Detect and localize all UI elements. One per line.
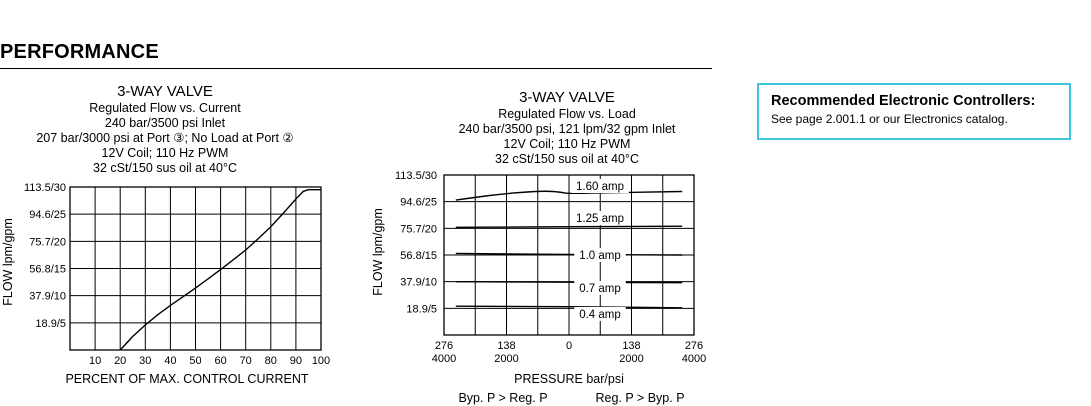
chart2-subtitle: Regulated Flow vs. Load <box>498 107 636 121</box>
chart1-x-tick: 100 <box>311 355 331 367</box>
chart2-series-line <box>456 226 682 227</box>
chart2-x-label: PRESSURE bar/psi <box>514 372 624 386</box>
chart1-subtitle: 207 bar/3000 psi at Port ③; No Load at Port ② <box>36 131 294 145</box>
chart1-y-tick: 75.7/20 <box>29 236 66 249</box>
chart1-x-tick: 80 <box>264 355 277 367</box>
chart2-side-label-left: Byp. P > Reg. P <box>458 391 548 405</box>
chart1-x-label: PERCENT OF MAX. CONTROL CURRENT <box>65 372 309 386</box>
controllers-box <box>757 83 1071 140</box>
chart1-subtitle: Regulated Flow vs. Current <box>89 101 241 115</box>
chart1-y-label: FLOW lpm/gpm <box>1 218 15 306</box>
chart2-series-label: 0.4 amp <box>579 309 621 321</box>
chart1-x-tick: 90 <box>289 355 303 367</box>
chart2-x-tick-psi: 4000 <box>681 353 707 365</box>
chart2-x-tick-psi: 2000 <box>494 353 519 365</box>
chart2-subtitle: 12V Coil; 110 Hz PWM <box>503 137 631 151</box>
chart1-title: 3-WAY VALVE <box>117 83 213 100</box>
chart2-series-label: 1.0 amp <box>579 250 621 262</box>
chart2-y-tick: 18.9/5 <box>406 303 437 316</box>
chart2-series-label: 0.7 amp <box>579 283 621 295</box>
chart1-x-tick: 60 <box>214 355 227 367</box>
chart1-x-tick: 50 <box>189 355 202 367</box>
chart2-x-tick-psi: 2000 <box>619 353 644 365</box>
chart2-y-tick: 37.9/10 <box>400 276 437 289</box>
chart2-y-tick: 75.7/20 <box>400 223 437 236</box>
chart2-subtitle: 32 cSt/150 sus oil at 40°C <box>495 152 639 166</box>
chart1-subtitle: 12V Coil; 110 Hz PWM <box>101 146 229 160</box>
chart2-title: 3-WAY VALVE <box>519 89 615 106</box>
chart1-x-tick: 30 <box>139 355 152 367</box>
chart2-x-tick-bar: 276 <box>684 340 704 352</box>
chart2-y-tick: 113.5/30 <box>394 170 437 182</box>
controllers-title: Recommended Electronic Controllers: <box>771 93 1036 109</box>
chart1-x-tick: 10 <box>88 355 102 367</box>
chart2-y-tick: 56.8/15 <box>400 250 437 262</box>
chart1-x-tick: 40 <box>164 355 177 367</box>
chart2-x-tick-bar: 0 <box>565 340 573 352</box>
section-title: PERFORMANCE <box>0 41 159 63</box>
chart1-y-tick: 37.9/10 <box>29 290 66 303</box>
chart2-x-tick-psi: 4000 <box>431 353 457 365</box>
chart1-y-tick: 56.8/15 <box>29 263 66 276</box>
chart1-x-tick: 20 <box>114 355 127 367</box>
chart1-subtitle: 240 bar/3500 psi Inlet <box>104 116 226 130</box>
chart2-x-tick-bar: 276 <box>434 340 454 352</box>
chart2-y-label: FLOW lpm/gpm <box>371 208 385 296</box>
chart2-subtitle: 240 bar/3500 psi, 121 lpm/32 gpm Inlet <box>458 122 676 136</box>
chart1-x-tick: 70 <box>239 355 252 367</box>
chart2-series-label: 1.60 amp <box>576 181 624 193</box>
chart1-y-tick: 18.9/5 <box>35 317 66 330</box>
controllers-text: See page 2.001.1 or our Electronics catalog. <box>771 112 1008 126</box>
chart2-series-label: 1.25 amp <box>576 213 624 225</box>
chart2-x-tick-bar: 138 <box>497 340 516 352</box>
chart2-y-tick: 94.6/25 <box>400 196 437 209</box>
chart1-y-tick: 94.6/25 <box>29 209 66 222</box>
chart1-subtitle: 32 cSt/150 sus oil at 40°C <box>93 161 237 175</box>
chart2-side-label-right: Reg. P > Byp. P <box>595 391 685 405</box>
chart1-y-tick: 113.5/30 <box>23 182 66 194</box>
chart2-x-tick-bar: 138 <box>622 340 641 352</box>
